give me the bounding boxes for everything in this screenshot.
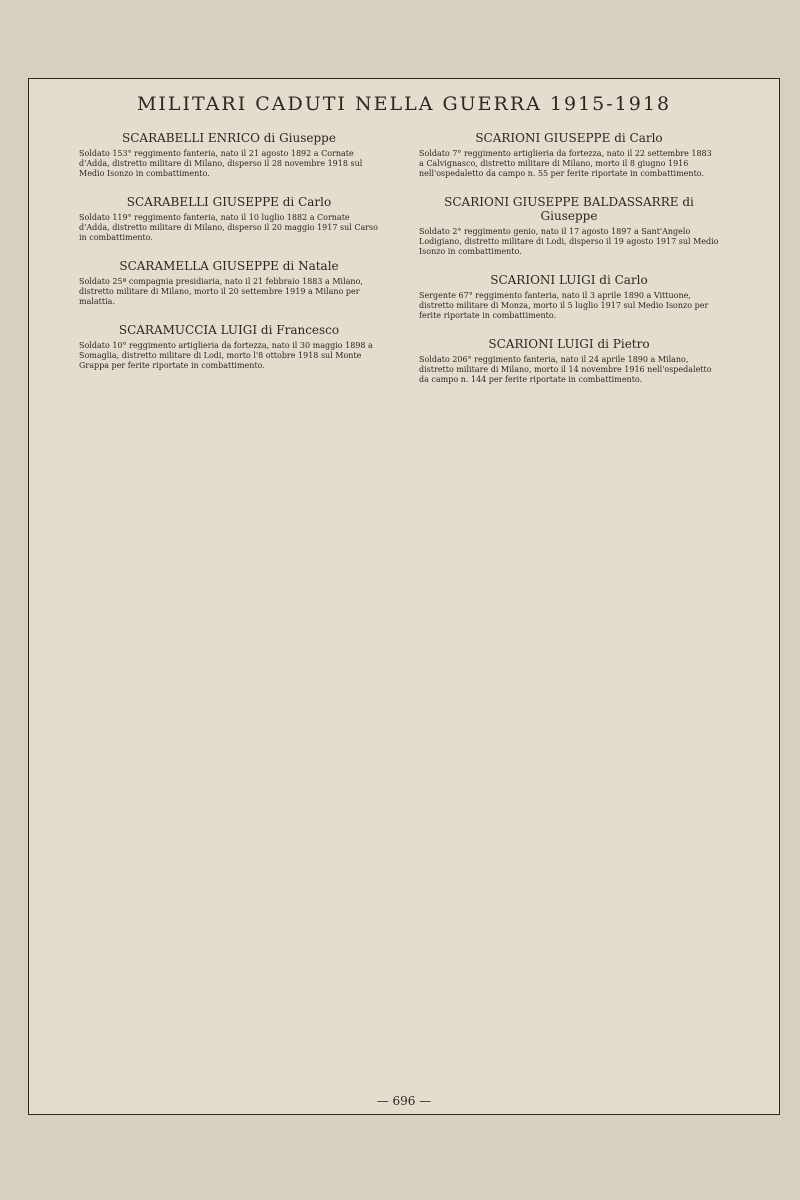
entry-name: SCARAMUCCIA LUIGI di Francesco (118, 323, 340, 337)
entry-text: Soldato 153° reggimento fanteria, nato il 21 agosto 1892 a Cornate d'Adda, distretto militare di Milano, disperso il 28 novembre 1918 sul Medio Isonzo in combattimento. (79, 149, 363, 178)
entry (419, 195, 719, 257)
entry (79, 323, 379, 371)
entry-name: SCARABELLI ENRICO di Giuseppe (122, 131, 336, 145)
entry-name: SCARABELLI GIUSEPPE di Carlo (126, 195, 332, 209)
entry-name: SCARIONI LUIGI di Pietro (488, 337, 650, 351)
entry (419, 131, 719, 179)
entry-text: Soldato 2° reggimento genio, nato il 17 agosto 1897 a Sant'Angelo Lodigiano, distretto militare di Lodi, disperso il 19 agosto 1917 sul Medio Isonzo in combattimento. (419, 227, 719, 256)
entry (79, 195, 379, 243)
entry-name: SCARIONI GIUSEPPE BALDASSARRE di Giuseppe (444, 195, 694, 223)
entry-text: Soldato 7° reggimento artiglieria da fortezza, nato il 22 settembre 1883 a Calvignasco, distretto militare di Milano, morto il 8 giugno 1916 nell'ospedaletto da campo n. 55 per ferite riportate in combattimento. (419, 149, 712, 178)
page-frame (28, 78, 780, 1115)
page-title: MILITARI CADUTI NELLA GUERRA 1915-1918 (136, 93, 672, 115)
entry-text: Soldato 10° reggimento artiglieria da fortezza, nato il 30 maggio 1898 a Somaglia, distretto militare di Lodi, morto l'8 ottobre 1918 sul Monte Grappa per ferite riportate in combattimento. (79, 341, 373, 370)
entry (419, 337, 719, 385)
entry-text: Soldato 119° reggimento fanteria, nato il 10 luglio 1882 a Cornate d'Adda, distretto militare di Milano, disperso il 20 maggio 1917 sul Carso in combattimento. (79, 213, 378, 242)
entry-name: SCARIONI LUIGI di Carlo (490, 273, 648, 287)
entry-text: Sergente 67° reggimento fanteria, nato il 3 aprile 1890 a Vittuone, distretto militare di Monza, morto il 5 luglio 1917 sul Medio Isonzo per ferite riportate in combattimento. (419, 291, 709, 320)
page-number: — 696 — (376, 1094, 432, 1108)
entry-text: Soldato 206° reggimento fanteria, nato il 24 aprile 1890 a Milano, distretto militare di Milano, morto il 14 novembre 1916 nell'ospedaletto da campo n. 144 per ferite riportate in combattimento. (419, 355, 712, 384)
entry (79, 259, 379, 307)
right-column (419, 131, 719, 401)
entry (79, 131, 379, 179)
entry-name: SCARAMELLA GIUSEPPE di Natale (119, 259, 339, 273)
entry (419, 273, 719, 321)
entry-name: SCARIONI GIUSEPPE di Carlo (475, 131, 663, 145)
left-column (79, 131, 379, 387)
entry-text: Soldato 25ª compagnia presidiaria, nato il 21 febbraio 1883 a Milano, distretto militare di Milano, morto il 20 settembre 1919 a Milano per malattia. (79, 277, 363, 306)
